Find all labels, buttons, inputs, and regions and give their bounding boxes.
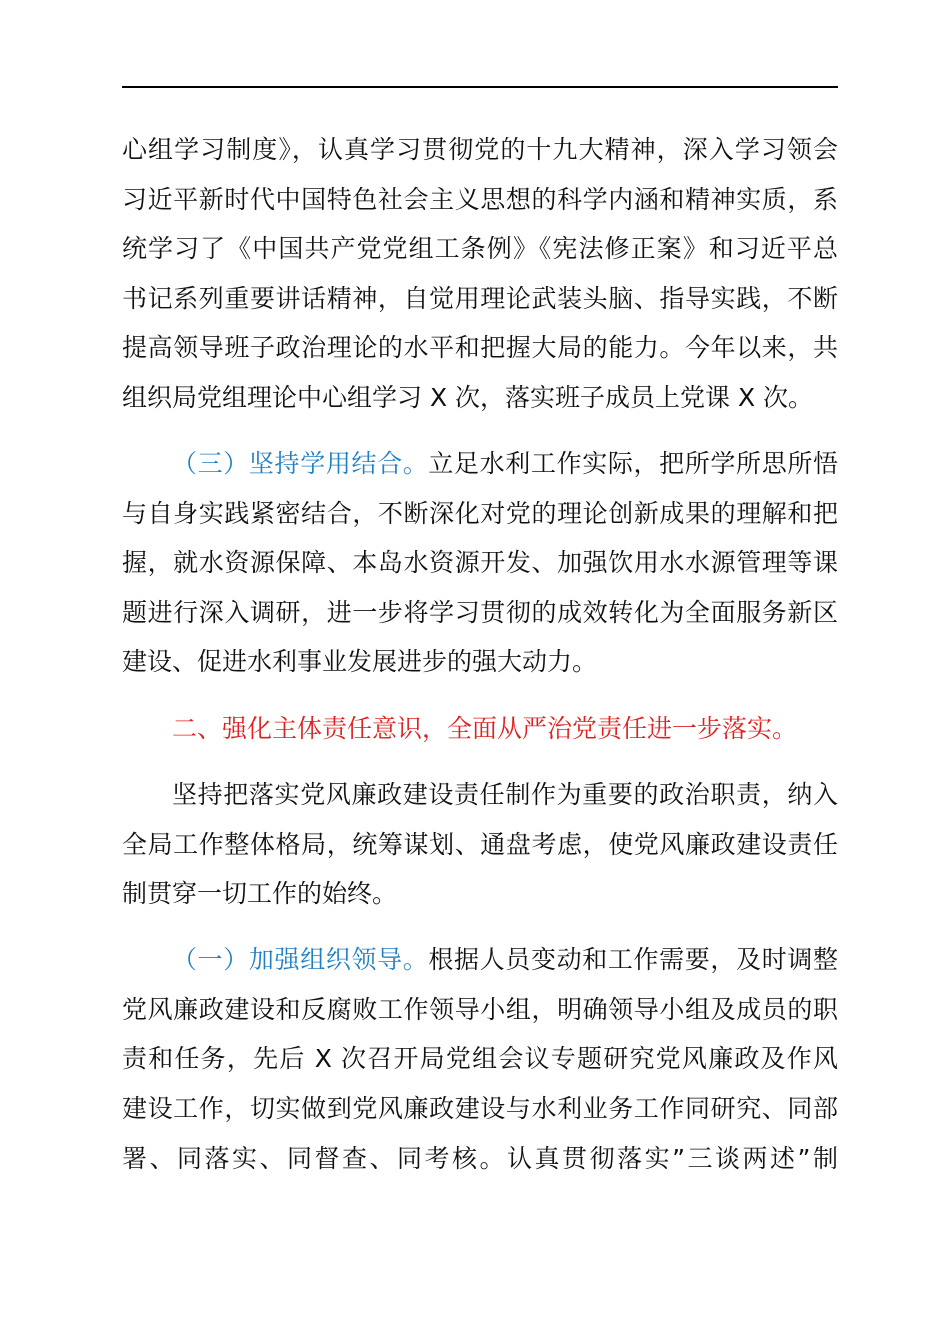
p2-heading: （三）坚持学用结合。: [172, 449, 429, 478]
p4-line-1: [172, 944, 838, 976]
p2-line-1: [172, 448, 838, 480]
p4-line-5: 署、同落实、同督查、同考核。认真贯彻落实”三谈两述”制: [122, 1144, 838, 1173]
p1-line-2: 习近平新时代中国特色社会主义思想的科学内涵和精神实质，系: [122, 185, 838, 214]
p1-line-5: 提高领导班子政治理论的水平和把握大局的能力。今年以来，共: [122, 333, 838, 362]
p4-line-1-text: 根据人员变动和工作需要，及时调整: [428, 945, 838, 974]
p1-line-1: 心组学习制度》，认真学习贯彻党的十九大精神，深入学习领会: [122, 135, 838, 164]
p1-line-6: 组织局党组理论中心组学习 X 次，落实班子成员上党课 X 次。: [122, 383, 814, 412]
p4-line-2: 党风廉政建设和反腐败工作领导小组，明确领导小组及成员的职: [122, 995, 838, 1024]
p3-line-1: 坚持把落实党风廉政建设责任制作为重要的政治职责，纳入: [172, 780, 838, 809]
p1-line-3: 统学习了《中国共产党党组工条例》《宪法修正案》和习近平总: [122, 234, 838, 263]
p3-line-3: 制贯穿一切工作的始终。: [122, 879, 398, 908]
p3-line-2: 全局工作整体格局，统筹谋划、通盘考虑，使党风廉政建设责任: [122, 830, 838, 859]
p1-line-4: 书记系列重要讲话精神，自觉用理论武装头脑、指导实践，不断: [122, 284, 838, 313]
p4-heading: （一）加强组织领导。: [172, 945, 429, 974]
p4-line-4: 建设工作，切实做到党风廉政建设与水利业务工作同研究、同部: [122, 1094, 838, 1123]
p2-line-4: 题进行深入调研，进一步将学习贯彻的成效转化为全面服务新区: [122, 598, 838, 627]
p2-line-2: 与自身实践紧密结合，不断深化对党的理论创新成果的理解和把: [122, 499, 838, 528]
p4-line-3: 责和任务，先后 X 次召开局党组会议专题研究党风廉政及作风: [122, 1044, 838, 1073]
p2-line-1-text: 立足水利工作实际，把所学所思所悟: [428, 449, 838, 478]
header-rule: [122, 86, 838, 88]
p2-line-3: 握，就水资源保障、本岛水资源开发、加强饮用水水源管理等课: [122, 548, 838, 577]
p2-line-5: 建设、促进水利事业发展进步的强大动力。: [122, 647, 598, 676]
section-2-heading: 二、强化主体责任意识，全面从严治党责任进一步落实。: [172, 714, 798, 743]
